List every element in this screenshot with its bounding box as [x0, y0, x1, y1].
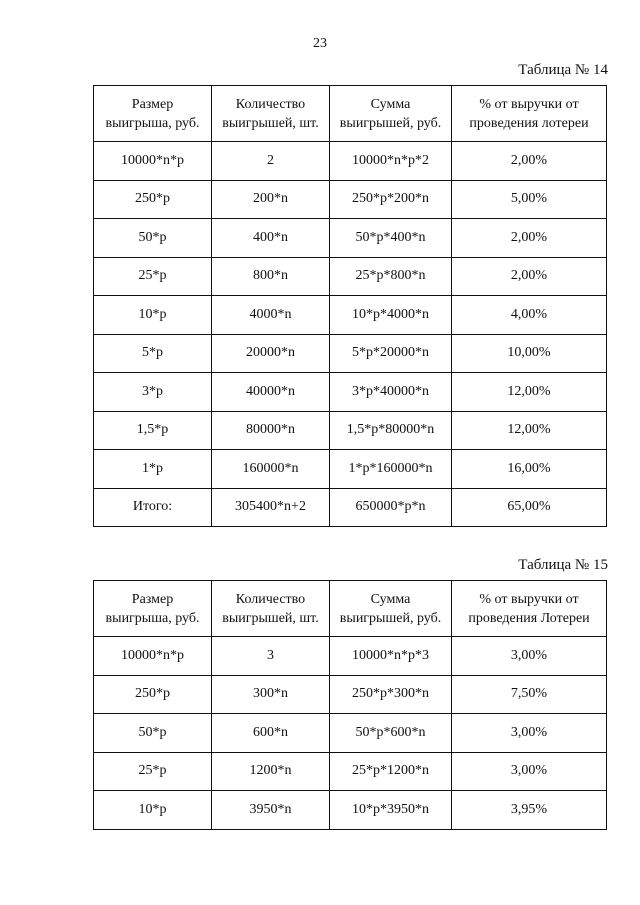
revenue-percent-cell: 2,00%: [452, 257, 607, 296]
prize-sum-cell: 10*p*4000*n: [330, 296, 452, 335]
prize-count-header-line: Количество: [235, 96, 306, 112]
prize-amount-cell: 50*p: [94, 219, 212, 258]
table-row: [94, 488, 607, 527]
revenue-percent-cell: 12,00%: [452, 411, 607, 450]
prize-count-cell: 400*n: [212, 219, 330, 258]
prize-amount-cell: 1,5*p: [94, 411, 212, 450]
revenue-percent-cell: 10,00%: [452, 334, 607, 373]
prize-sum-cell: 25*p*1200*n: [330, 752, 452, 791]
prize-sum-cell: 25*p*800*n: [330, 257, 452, 296]
prize-amount-header-line: выигрыша, руб.: [105, 115, 200, 131]
table-row: [94, 411, 607, 450]
revenue-percent-cell: 5,00%: [452, 180, 607, 219]
revenue-percent-cell: 16,00%: [452, 450, 607, 489]
prize-sum-cell: 5*p*20000*n: [330, 334, 452, 373]
prize-sum-cell: 250*p*200*n: [330, 180, 452, 219]
revenue-percent-header-line: % от выручки от: [479, 591, 579, 607]
prize-sum-header: [330, 86, 452, 142]
prize-sum-cell: 10000*n*p*2: [330, 142, 452, 181]
table-row: [94, 373, 607, 412]
page-number: 23: [313, 36, 327, 51]
prize-sum-cell: 10000*n*p*3: [330, 637, 452, 676]
prize-amount-cell: 10*p: [94, 296, 212, 335]
prize-amount-cell: 250*p: [94, 675, 212, 714]
prize-sum-cell: 650000*p*n: [330, 488, 452, 527]
prize-count-cell: 600*n: [212, 714, 330, 753]
revenue-percent-header: [452, 86, 607, 142]
prize-count-cell: 4000*n: [212, 296, 330, 335]
prize-amount-cell: 10000*n*p: [94, 637, 212, 676]
prize-sum-cell: 1*p*160000*n: [330, 450, 452, 489]
prize-count-cell: 160000*n: [212, 450, 330, 489]
prize-amount-cell: 10000*n*p: [94, 142, 212, 181]
revenue-percent-header: [452, 581, 607, 637]
prize-amount-cell: Итого:: [94, 488, 212, 527]
table-row: [94, 675, 607, 714]
revenue-percent-cell: 7,50%: [452, 675, 607, 714]
prize-count-cell: 200*n: [212, 180, 330, 219]
revenue-percent-header-line: проведения Лотереи: [468, 610, 590, 626]
prize-amount-cell: 3*p: [94, 373, 212, 412]
prize-amount-header-line: Размер: [131, 96, 174, 112]
prize-sum-header-line: выигрышей, руб.: [339, 115, 442, 131]
prize-amount-cell: 10*p: [94, 791, 212, 830]
prize-count-cell: 1200*n: [212, 752, 330, 791]
revenue-percent-cell: 3,00%: [452, 752, 607, 791]
table-header-row: [94, 86, 607, 142]
prize-amount-cell: 25*p: [94, 257, 212, 296]
prize-table-14: [93, 85, 607, 527]
prize-amount-cell: 250*p: [94, 180, 212, 219]
prize-sum-header-line: Сумма: [370, 96, 411, 112]
prize-count-cell: 2: [212, 142, 330, 181]
prize-amount-cell: 1*p: [94, 450, 212, 489]
prize-count-cell: 80000*n: [212, 411, 330, 450]
prize-count-header-line: Количество: [235, 591, 306, 607]
prize-sum-header-line: Сумма: [370, 591, 411, 607]
revenue-percent-cell: 2,00%: [452, 142, 607, 181]
table-row: [94, 714, 607, 753]
prize-sum-cell: 3*p*40000*n: [330, 373, 452, 412]
table-row: [94, 752, 607, 791]
revenue-percent-cell: 12,00%: [452, 373, 607, 412]
table-14-caption: Таблица № 14: [518, 62, 608, 78]
prize-amount-header-line: выигрыша, руб.: [105, 610, 200, 626]
prize-count-cell: 20000*n: [212, 334, 330, 373]
revenue-percent-cell: 3,00%: [452, 714, 607, 753]
prize-amount-cell: 25*p: [94, 752, 212, 791]
prize-sum-header: [330, 581, 452, 637]
revenue-percent-cell: 4,00%: [452, 296, 607, 335]
prize-table-15: [93, 580, 607, 830]
table-row: [94, 180, 607, 219]
prize-sum-cell: 50*p*400*n: [330, 219, 452, 258]
table-row: [94, 450, 607, 489]
prize-count-cell: 300*n: [212, 675, 330, 714]
prize-sum-cell: 50*p*600*n: [330, 714, 452, 753]
prize-sum-header-line: выигрышей, руб.: [339, 610, 442, 626]
prize-sum-cell: 1,5*p*80000*n: [330, 411, 452, 450]
prize-count-cell: 305400*n+2: [212, 488, 330, 527]
prize-count-cell: 3950*n: [212, 791, 330, 830]
revenue-percent-cell: 65,00%: [452, 488, 607, 527]
prize-count-cell: 3: [212, 637, 330, 676]
prize-count-header-line: выигрышей, шт.: [222, 610, 319, 626]
prize-amount-cell: 5*p: [94, 334, 212, 373]
table-row: [94, 296, 607, 335]
prize-count-cell: 40000*n: [212, 373, 330, 412]
prize-amount-header-line: Размер: [131, 591, 174, 607]
table-row: [94, 257, 607, 296]
prize-count-cell: 800*n: [212, 257, 330, 296]
prize-sum-cell: 250*p*300*n: [330, 675, 452, 714]
prize-amount-header: [94, 86, 212, 142]
prize-count-header: [212, 86, 330, 142]
table-15-caption: Таблица № 15: [518, 557, 608, 573]
table-header-row: [94, 581, 607, 637]
table-row: [94, 791, 607, 830]
revenue-percent-cell: 2,00%: [452, 219, 607, 258]
table-row: [94, 334, 607, 373]
revenue-percent-cell: 3,95%: [452, 791, 607, 830]
prize-amount-cell: 50*p: [94, 714, 212, 753]
prize-sum-cell: 10*p*3950*n: [330, 791, 452, 830]
prize-count-header-line: выигрышей, шт.: [222, 115, 319, 131]
revenue-percent-cell: 3,00%: [452, 637, 607, 676]
table-row: [94, 142, 607, 181]
revenue-percent-header-line: % от выручки от: [479, 96, 579, 112]
revenue-percent-header-line: проведения лотереи: [469, 115, 589, 131]
table-row: [94, 219, 607, 258]
prize-count-header: [212, 581, 330, 637]
table-row: [94, 637, 607, 676]
prize-amount-header: [94, 581, 212, 637]
